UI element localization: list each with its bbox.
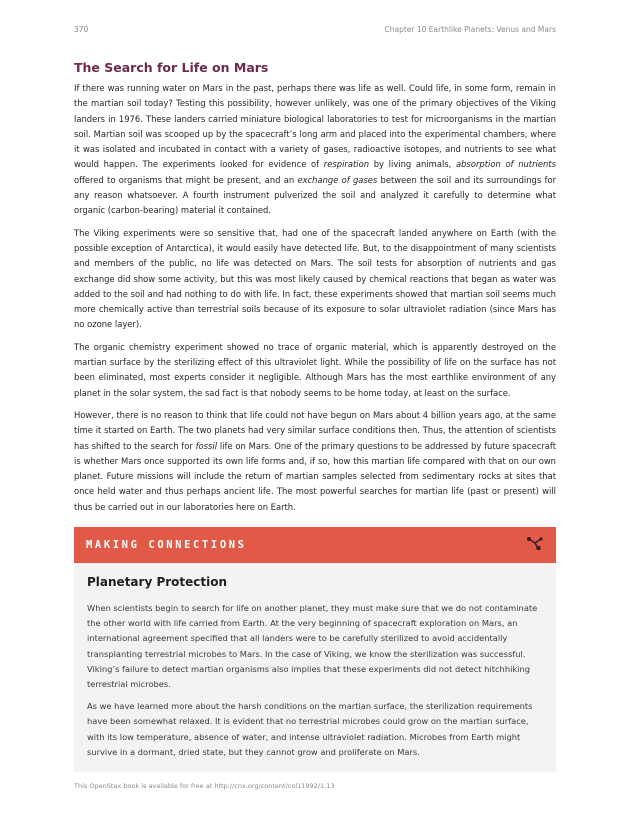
page-header [74, 25, 556, 34]
paragraph-3: The organic chemistry experiment showed no trace of organic material, which is apparently destroyed on the martian surface by the sterilizing effect of this ultraviolet light. While the possibility of life on the surface has not been eliminated, most experts consider it negligible. Although Mars has the most earthlike environment of any planet in the solar system, the sad fact is that nobody seems to be home today, at least on the surface. [74, 341, 556, 398]
page-footer: This OpenStax book is available for free at http://cnx.org/content/col11992/1.13 [74, 782, 335, 790]
paragraph-2: The Viking experiments were so sensitive that, had one of the spacecraft landed anywhere on Earth (with the possible exception of Antarctica), it would easily have detected life. But, to the disappointment of many scientists and members of the public, no life was detected on Mars. The soil tests for absorption of nutrients and gas exchange did show some activity, but this was most likely caused by chemical reactions that began as water was added to the soil and had nothing to do with life. In fact, these experiments showed that martian soil seems much more chemically active than terrestrial soils because of its exposure to solar ultraviolet radiation (since Mars has no ozone layer). [74, 227, 556, 330]
making-connections-callout [74, 527, 556, 772]
paragraph-4: However, there is no reason to think that life could not have begun on Mars about 4 billion years ago, at the same time it started on Earth. The two planets had very similar surface conditions then. Thus, the attention of scientists has shifted to the search for fossil life on Mars. One of the primary questions to be addressed by future spacecraft is whether Mars once supported its own life forms and, if so, how this martian life compared with that on our own planet. Future missions will include the return of martian samples selected from sedimentary rocks at sites that once held water and thus perhaps ancient life. The most powerful searches for martian life (past or present) will thus be carried out in our laboratories here on Earth. [74, 409, 556, 512]
callout-paragraph-2: As we have learned more about the harsh conditions on the martian surface, the sterilization requirements have been somewhat relaxed. It is evident that no terrestrial microbes could grow on the martian surface, with its low temperature, absence of water, and intense ultraviolet radiation. Microbes from Earth might survive in a dormant, dried state, but they cannot grow and proliferate on Mars. [87, 701, 533, 757]
main-content [74, 60, 556, 772]
chapter-title: Chapter 10 Earthlike Planets: Venus and Mars [384, 25, 556, 34]
callout-label: MAKING CONNECTIONS [86, 539, 247, 552]
callout-paragraph-1: When scientists begin to search for life on another planet, they must make sure that we do not contaminate the other world with life carried from Earth. At the very beginning of spacecraft exploration on Mars, an international agreement specified that all landers were to be carefully sterilized to avoid accidentally transplanting terrestrial microbes to Mars. In the case of Viking, we know the sterilization was successful. Viking’s failure to detect martian organisms also implies that these experiments did not detect hitchhiking terrestrial microbes. [87, 603, 538, 690]
page-number: 370 [74, 25, 89, 34]
callout-header-bar [74, 527, 556, 563]
section-title: The Search for Life on Mars [74, 60, 269, 75]
paragraph-1: If there was running water on Mars in the past, perhaps there was life as well. Could life, in some form, remain in the martian soil today? Testing this possibility, however unlikely, was one of the primary objectives of the Viking landers in 1976. These landers carried miniature biological laboratories to test for microorganisms in the martian soil. Martian soil was scooped up by the spacecraft’s long arm and placed into the experimental chambers, where it was isolated and incubated in contact with a variety of gases, radioactive isotopes, and nutrients to see what would happen. The experiments looked for evidence of respiration by living animals, absorption of nutrients offered to organisms that might be present, and an exchange of gases between the soil and its surroundings for any reason whatsoever. A fourth instrument pulverized the soil and analyzed it carefully to determine what organic (carbon-bearing) material it contained. [74, 83, 557, 216]
callout-body [74, 563, 556, 772]
connections-icon [526, 535, 544, 555]
callout-title: Planetary Protection [87, 575, 228, 590]
